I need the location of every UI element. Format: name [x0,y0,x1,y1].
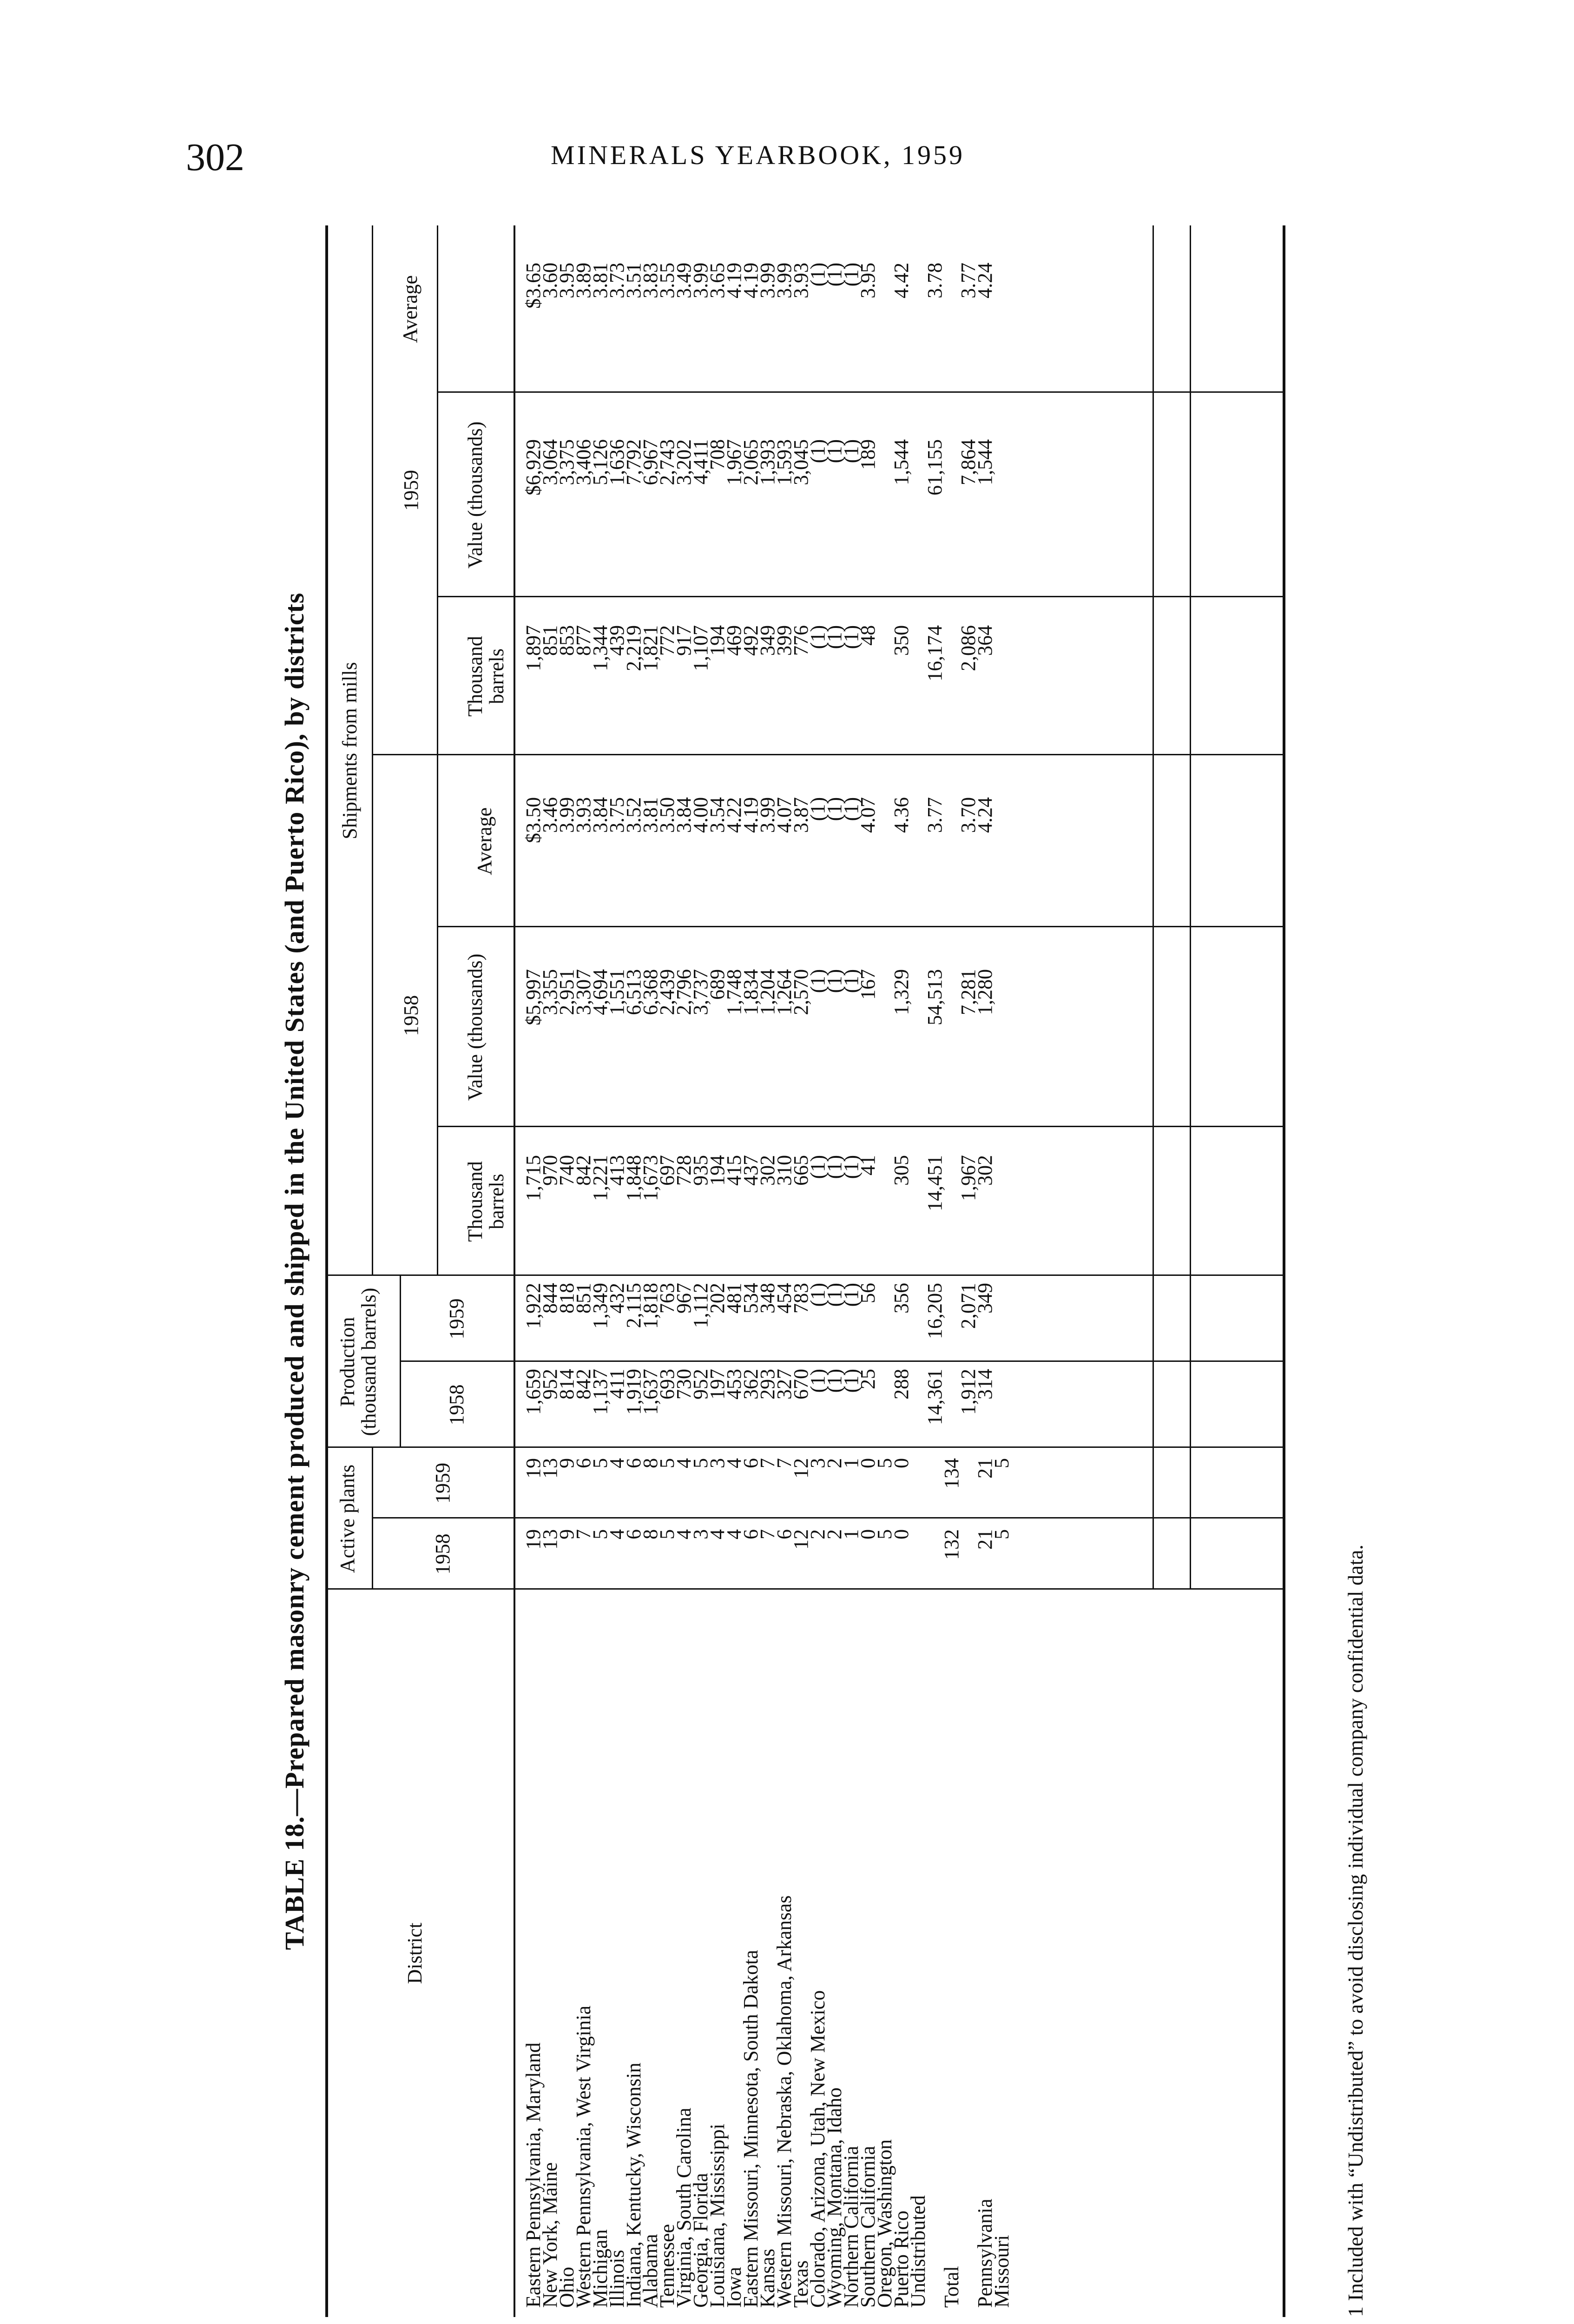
rotated-table [279,225,1394,2317]
header-production: Production (thousand barrels) [336,1287,381,1436]
plants-1958-column: 19 13 9 7 5 4 6 8 5 4 3 4 4 6 7 6 12 2 2 1 0 5 0 132 21 5 [522,1529,1013,1560]
col-rule-shipments-group [325,1274,1283,1276]
header-plants-1958: 1958 [431,1533,454,1575]
col-rule-58-value [437,926,1283,927]
header-shipments: Shipments from mills [338,662,361,839]
col-rule-59-barrels [437,596,1283,597]
production-1959-column: 1,922 844 818 851 1,349 432 2,115 1,818 763 967 1,112 202 481 534 348 454 783 (1) (1) (1) 56 356 16,205 2,071 349 [522,1283,996,1339]
header-plants-1959: 1959 [431,1463,454,1504]
header-shipments-1958: 1958 [400,995,422,1036]
col-rule-plants [372,1517,1283,1519]
production-subheader-rule [400,1276,401,1448]
year-subheader-rule-1959 [437,225,438,755]
shipments-1958-average-column: $3.50 3.46 3.99 3.93 3.84 3.75 3.52 3.81 3.50 3.84 4.00 3.54 4.22 4.19 3.99 4.07 3.87 (1) (1) (1) 4.07 4.36 3.77 3.70 4.24 [522,797,996,843]
header-production-1958: 1958 [445,1384,468,1426]
page-number: 302 [186,136,244,179]
shipments-1959-value-column: $6,929 3,064 3,375 3,406 5,126 1,636 7,792 6,967 2,743 3,202 4,411 708 1,967 2,065 1,393 1,593 3,045 (1) (1) (1) 189 1,544 61,155 7,864 1,544 [522,439,996,495]
header-active-plants: Active plants [336,1464,359,1573]
production-1958-column: 1,659 952 814 842 1,137 411 1,919 1,637 693 730 952 197 453 362 293 327 670 (1) (1) (1) 25 288 14,361 1,912 314 [522,1369,996,1425]
col-rule-district [325,1588,1283,1590]
header-59-value: Value (thousands) [464,421,487,569]
running-head: MINERALS YEARBOOK, 1959 [551,140,965,170]
shipments-1958-value-column: $5,997 3,355 2,951 3,307 4,694 1,551 6,513 6,368 2,439 2,796 3,737 689 1,748 1,834 1,204 1,264 2,570 (1) (1) (1) 167 1,329 54,513 7,281 1,280 [522,969,996,1025]
shipments-1958-barrels-column: 1,715 970 740 842 1,221 413 1,848 1,673 697 728 935 194 415 437 302 310 665 (1) (1) (1) 41 305 14,451 1,967 302 [522,1155,996,1211]
col-rule-59-value [437,391,1283,393]
total-rule-top [1153,225,1154,1590]
shipments-1959-average-column: $3.65 3.60 3.95 3.89 3.81 3.73 3.51 3.83 3.55 3.49 3.99 3.65 4.19 4.19 3.99 3.99 3.93 (1) (1) (1) 3.95 4.42 3.78 3.77 4.24 [522,263,996,309]
col-rule-58-barrels [437,1126,1283,1127]
district-column: Eastern Pennsylvania, Maryland New York, Maine Ohio Western Pennsylvania, West Virginia Michigan Illinois Indiana, Kentucky, Wisconsin Alabama Tennessee Virginia, South Carolina Georgia, Florida Louisiana, Mississippi Iowa Eastern Missouri, Minnesota, South Dakota Kansas Western Missouri, Nebraska, Oklahoma, Arkansas Texas Colorado, Arizona, Utah, New Mexico Wyoming, Montana, Idaho Northern California Southern California Oregon, Washington Puerto Rico Undistributed Total Pennsylvania Missouri [522,1895,1013,2308]
header-58-average: Average [473,807,496,875]
plants-1959-column: 19 13 9 6 5 4 6 8 5 4 5 3 4 6 7 7 12 3 2 1 0 5 0 134 21 5 [522,1458,1013,1489]
table-bottom-rule [1283,225,1285,2317]
header-bottom-rule [514,225,515,2317]
header-58-barrels: Thousand barrels [464,1161,508,1242]
header-production-1959: 1959 [445,1298,468,1340]
header-district: District [403,1922,426,1984]
col-rule-production-group [325,1446,1283,1448]
col-rule-58-average [372,754,1283,755]
table-top-rule [325,225,328,2317]
header-58-value: Value (thousands) [464,953,487,1101]
col-rule-production [400,1360,1283,1362]
table-title: TABLE 18.—Prepared masonry cement produced and shipped in the United States (and Puerto Rico), by districts [279,592,310,1950]
year-subheader-rule-1958 [437,755,438,1276]
header-59-barrels: Thousand barrels [464,636,508,717]
table-footnote: 1 Included with “Undistributed” to avoid disclosing individual company confidential data. [1343,1544,1367,2317]
header-shipments-1959: 1959 [400,470,422,511]
shipments-1959-barrels-column: 1,897 851 853 877 1,344 439 2,219 1,821 772 917 1,107 194 469 492 349 399 776 (1) (1) (1) 48 350 16,174 2,086 364 [522,625,996,681]
total-rule-bottom [1190,225,1191,1590]
header-59-average: Average [399,275,421,343]
shipments-subheader-rule [372,225,373,1276]
plants-subheader-rule [372,1448,373,1590]
